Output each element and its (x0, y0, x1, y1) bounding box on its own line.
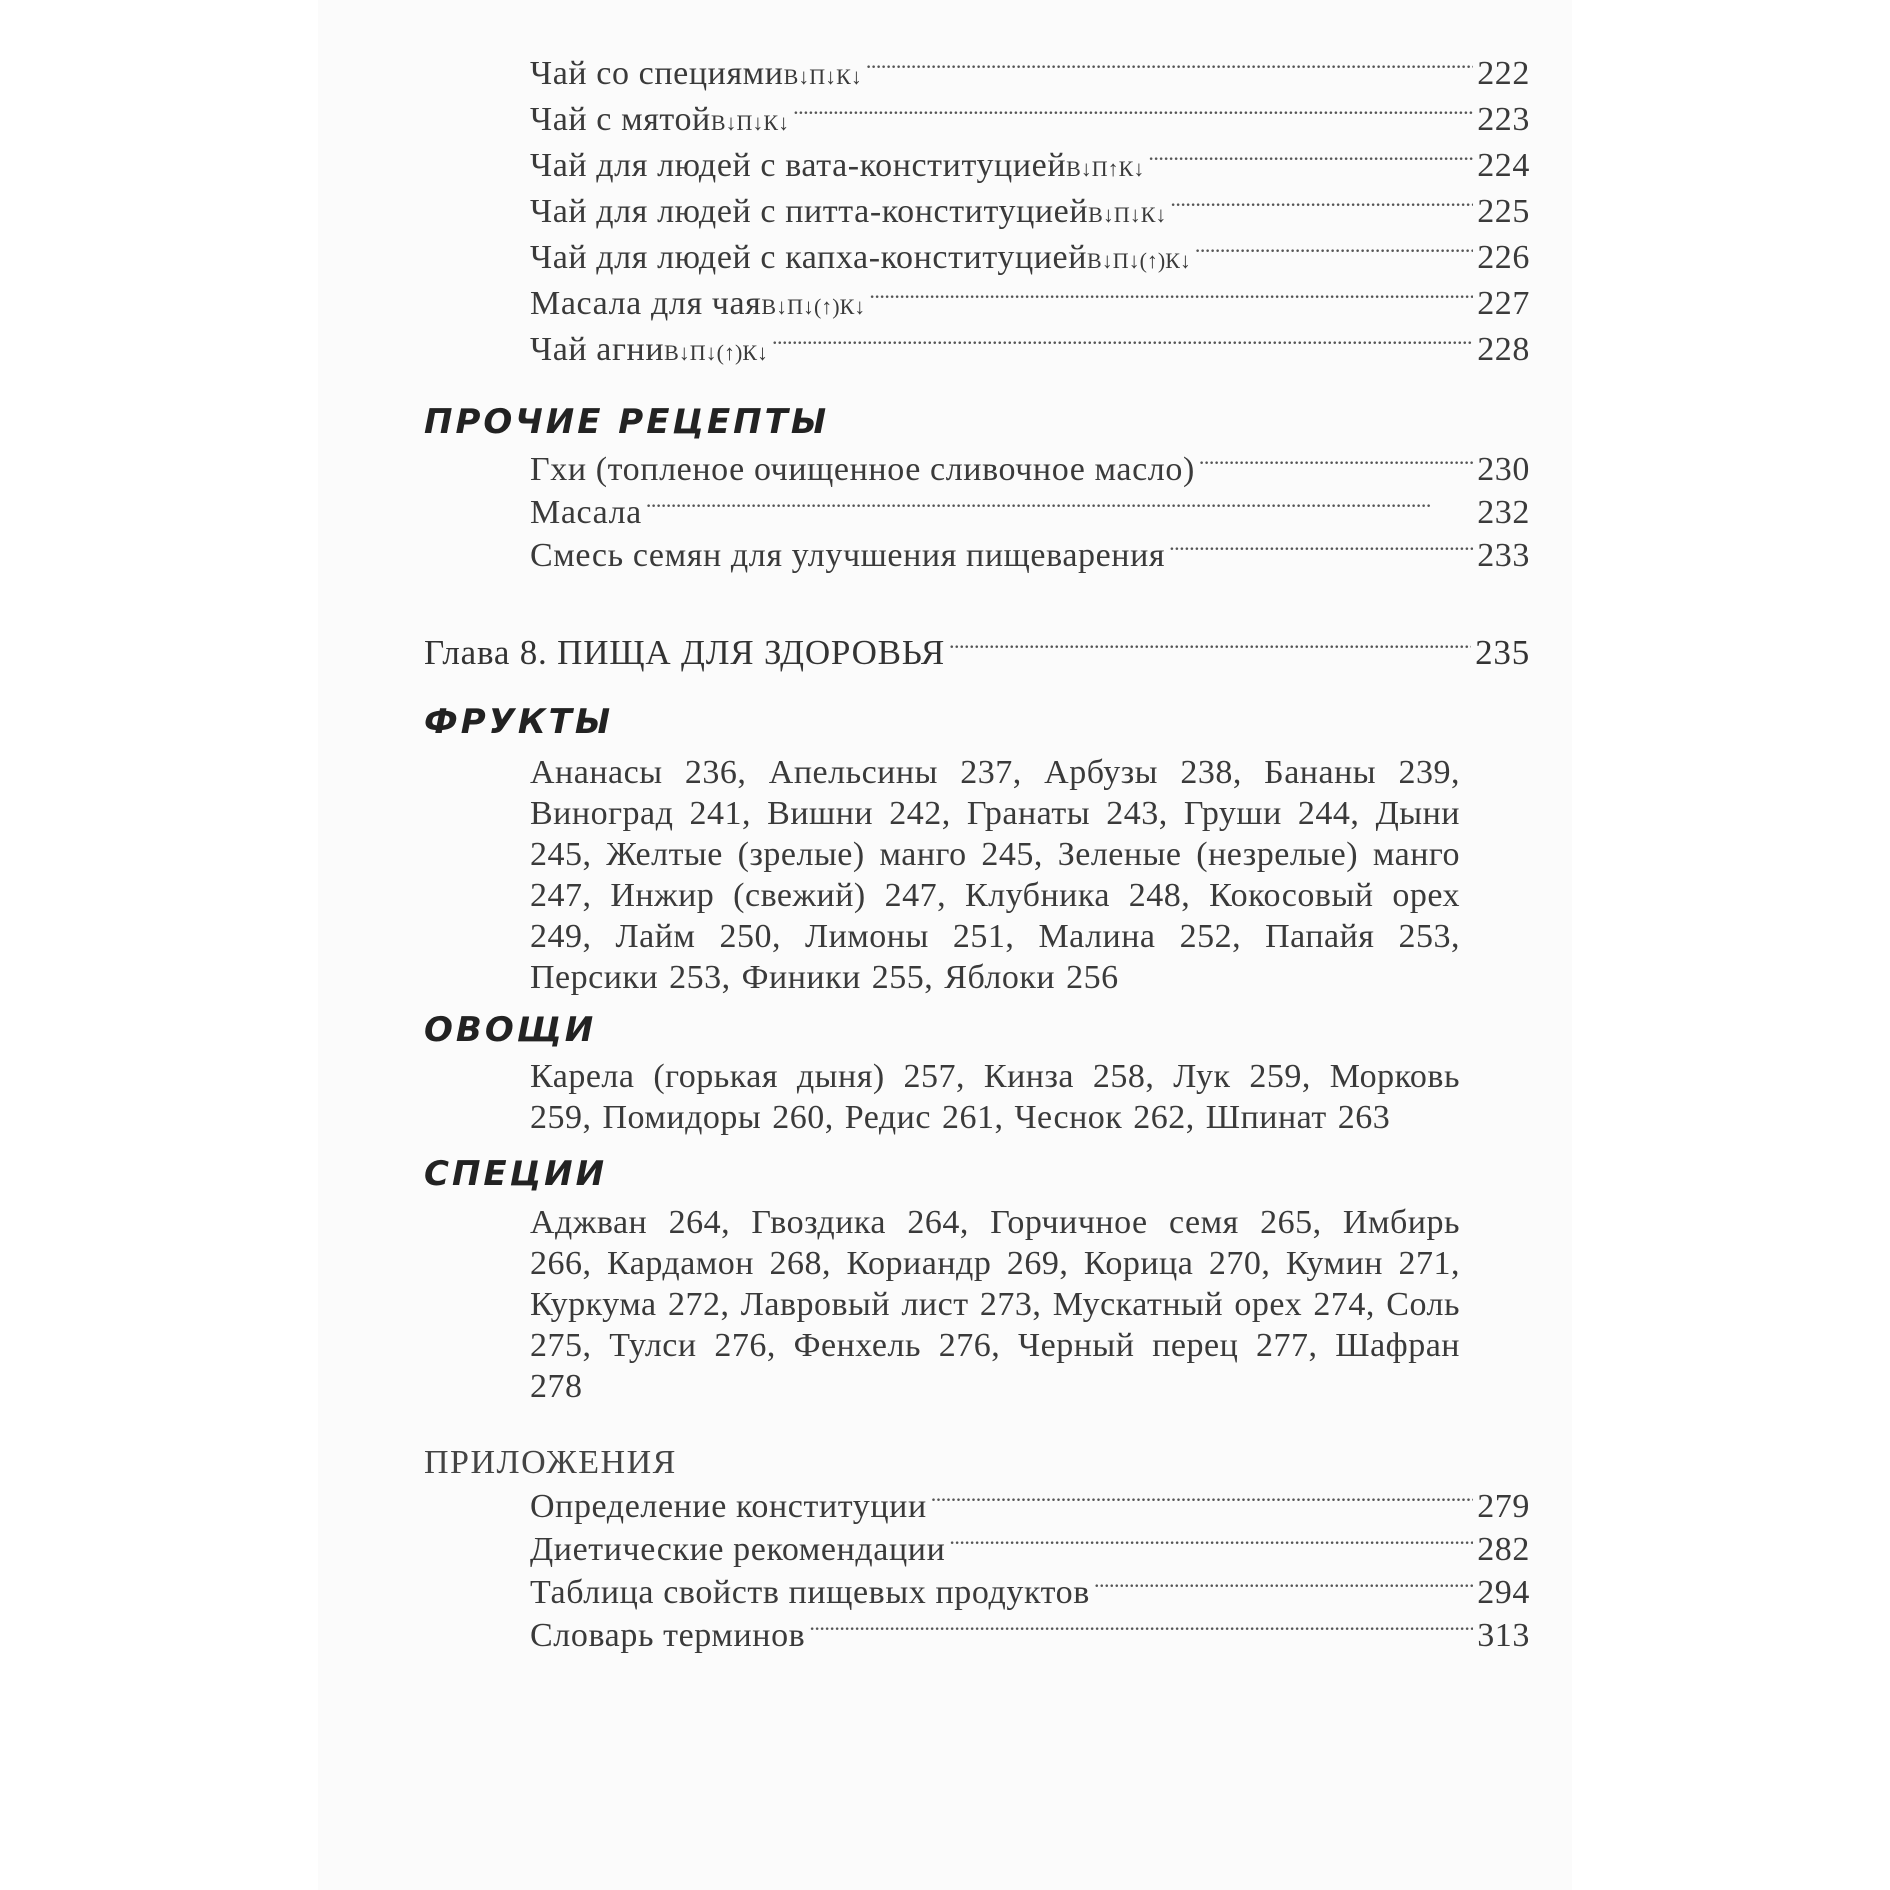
dosha-mark: В↓П↓(↑)К↓ (761, 294, 866, 319)
toc-entry (530, 448, 1530, 491)
page-number: 225 (1477, 193, 1530, 230)
section-heading-appendices: ПРИЛОЖЕНИЯ (424, 1444, 677, 1481)
toc-entry (530, 144, 1530, 190)
vegetables-index: Карела (горькая дыня) 257, Кинза 258, Лук 259, Морковь 259, Помидоры 260, Редис 261, Чеснок 262, Шпинат 263 (530, 1058, 1460, 1136)
page-number: 232 (1477, 494, 1530, 531)
entry-title: Чай с мятой (530, 101, 711, 138)
toc-entry (530, 282, 1530, 328)
section-heading-vegetables: ОВОЩИ (424, 1010, 597, 1050)
entry-title: Смесь семян для улучшения пищеварения (530, 537, 1166, 574)
entry-title: Чай для людей с вата-конституцией (530, 147, 1067, 184)
page-number: 226 (1477, 239, 1530, 276)
chapter-title: Глава 8. ПИЩА ДЛЯ ЗДОРОВЬЯ (424, 633, 945, 672)
page-number: 227 (1477, 285, 1530, 322)
dosha-mark: В↓П↓(↑)К↓ (1087, 248, 1191, 273)
section-heading-spices: СПЕЦИИ (424, 1154, 608, 1194)
tea-list (424, 52, 1530, 374)
page-number: 235 (1475, 633, 1530, 672)
entry-title: Чай агни (530, 331, 665, 368)
page-number: 233 (1477, 537, 1530, 574)
dosha-mark: В↓П↓К↓ (1088, 202, 1167, 227)
dot-leader (949, 634, 1471, 664)
page-number: 313 (1477, 1617, 1530, 1654)
appendices-list (424, 1485, 1530, 1657)
entry-title: Чай для людей с капха-конституцией (530, 239, 1088, 276)
entry-title: Словарь терминов (530, 1617, 806, 1654)
page-number: 224 (1477, 147, 1530, 184)
dot-leader (646, 493, 1473, 523)
dot-leader (949, 1530, 1473, 1560)
toc-entry (530, 98, 1530, 144)
page-number: 279 (1477, 1488, 1530, 1525)
entry-title: Масала для чая (530, 285, 762, 322)
chapter-entry (424, 631, 1530, 674)
toc-entry (530, 1528, 1530, 1571)
dosha-mark: В↓П↑К↓ (1066, 156, 1145, 181)
page-number: 294 (1477, 1574, 1530, 1611)
dosha-mark: В↓П↓К↓ (783, 64, 862, 89)
entry-title: Диетические рекомендации (530, 1531, 946, 1568)
dot-leader (1195, 238, 1473, 268)
dot-leader (1148, 146, 1473, 176)
fruits-index: Ананасы 236, Апельсины 237, Арбузы 238, Бананы 239, Виноград 241, Вишни 242, Гранаты 243, Груши 244, Дыни 245, Желтые (зрелые) манго 245, Зеленые (незрелые) манго 247, Инжир (свежий) 247, Клубника 248, Кокосовый орех 249, Лайм 250, Лимоны 251, Малина 252, Папайя 253, Персики 253, Финики 255, Яблоки 256 (530, 754, 1460, 996)
dot-leader (931, 1487, 1473, 1517)
page-number: 223 (1477, 101, 1530, 138)
entry-title: Гхи (топленое очищенное сливочное масло) (530, 451, 1195, 488)
page-number: 222 (1477, 55, 1530, 92)
toc-entry (530, 1614, 1530, 1657)
toc-entry (530, 236, 1530, 282)
page-number: 228 (1477, 331, 1530, 368)
dot-leader (772, 330, 1473, 360)
dot-leader (1094, 1573, 1473, 1603)
spices-index: Аджван 264, Гвоздика 264, Горчичное семя 265, Имбирь 266, Кардамон 268, Кориандр 269, Корица 270, Кумин 271, Куркума 272, Лавровый лист 273, Мускатный орех 274, Соль 275, Тулси 276, Фенхель 276, Черный перец 277, Шафран 278 (530, 1204, 1460, 1405)
dot-leader (1169, 536, 1473, 566)
entry-title: Определение конституции (530, 1488, 927, 1525)
other-recipes-list (424, 448, 1530, 577)
toc-entry (530, 52, 1530, 98)
toc-entry (530, 534, 1530, 577)
dosha-mark: В↓П↓К↓ (710, 110, 790, 135)
toc-entry (530, 491, 1530, 534)
dot-leader (866, 54, 1473, 84)
dot-leader (869, 284, 1473, 314)
dot-leader (1199, 450, 1473, 480)
table-of-contents (424, 52, 1530, 1657)
entry-title: Масала (530, 494, 642, 531)
page-number: 230 (1477, 451, 1530, 488)
toc-entry (530, 1485, 1530, 1528)
dosha-mark: В↓П↓(↑)К↓ (664, 340, 769, 365)
entry-title: Таблица свойств пищевых продуктов (530, 1574, 1090, 1611)
section-heading-other-recipes: ПРОЧИЕ РЕЦЕПТЫ (424, 402, 830, 442)
section-heading-fruits: ФРУКТЫ (424, 702, 614, 742)
dot-leader (809, 1616, 1473, 1646)
dot-leader (1170, 192, 1473, 222)
dot-leader (793, 100, 1473, 130)
toc-entry (530, 1571, 1530, 1614)
toc-entry (530, 328, 1530, 374)
toc-entry (530, 190, 1530, 236)
page-number: 282 (1477, 1531, 1530, 1568)
entry-title: Чай со специями (530, 55, 784, 92)
entry-title: Чай для людей с питта-конституцией (530, 193, 1089, 230)
